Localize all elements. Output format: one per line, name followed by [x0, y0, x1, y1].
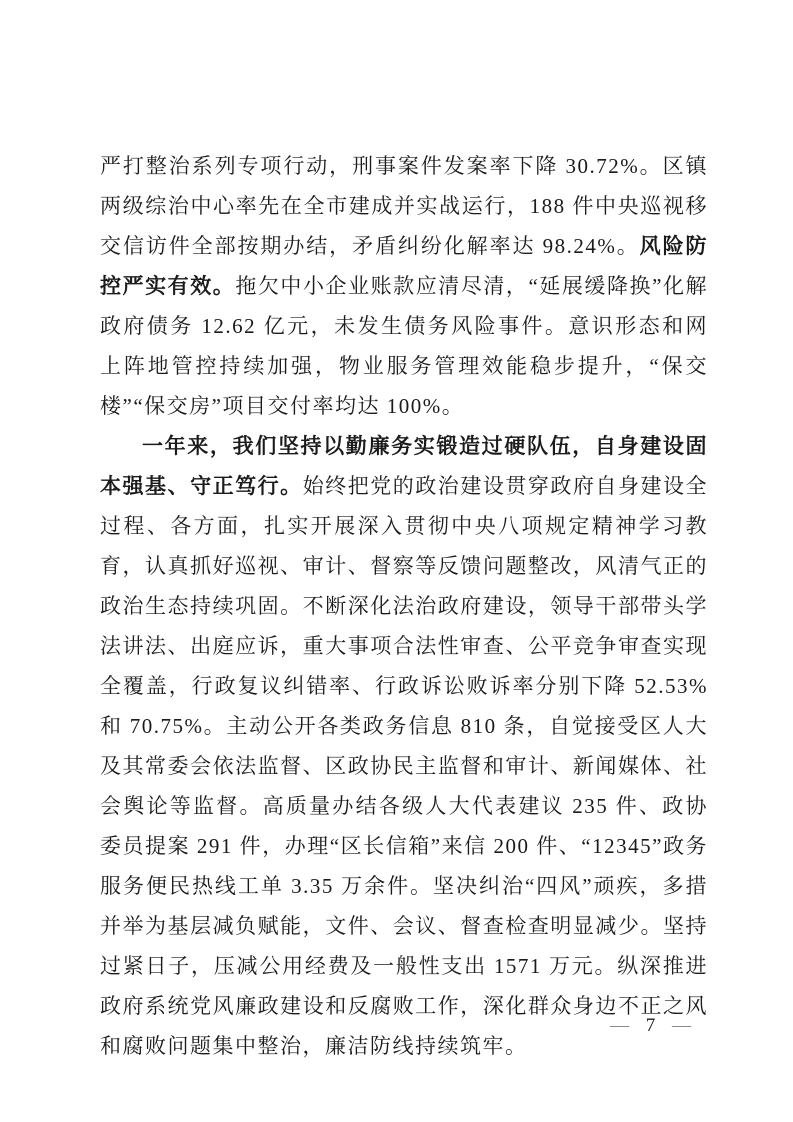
- paragraph: [100, 146, 708, 426]
- emphasis-text: 一年来，我们坚持以勤廉务实锻造过硬队伍，自身建设固本强基、守正笃行。: [100, 434, 708, 498]
- page-number-dash-right: —: [672, 1015, 693, 1036]
- page-number-dash-left: —: [610, 1015, 631, 1036]
- body-text: 始终把党的政治建设贯穿政府自身建设全过程、各方面，扎实开展深入贯彻中央八项规定精神学习教育，认真抓好巡视、审计、督察等反馈问题整改，风清气正的政治生态持续巩固。不断深化法治政府建设，领导干部带头学法讲法、出庭应诉，重大事项合法性审查、公平竞争审查实现全覆盖，行政复议纠错率、行政诉讼败诉率分别下降 52.53%和 70.75%。主动公开各类政务信息 810 条，自觉接受区人大及其常委会依法监督、区政协民主监督和审计、新闻媒体、社会舆论等监督。高质量办结各级人大代表建议 235 件、政协委员提案 291 件，办理“区长信箱”来信 200 件、“12345”政务服务便民热线工单 3.35 万余件。坚决纠治“四风”顽疾，多措并举为基层减负赋能，文件、会议、督查检查明显减少。坚持过紧日子，压减公用经费及一般性支出 1571 万元。纵深推进政府系统党风廉政建设和反腐败工作，深化群众身边不正之风和腐败问题集中整治，廉洁防线持续筑牢。: [100, 474, 709, 1058]
- body-text: 严打整治系列专项行动，刑事案件发案率下降 30.72%。区镇两级综治中心率先在全市建成并实战运行，188 件中央巡视移交信访件全部按期办结，矛盾纠纷化解率达 98.24%。: [100, 154, 708, 258]
- emphasis-text: 风险防控严实有效。: [100, 234, 709, 298]
- body-text: 拖欠中小企业账款应清尽清，“延展缓降换”化解政府债务 12.62 亿元，未发生债务风险事件。意识形态和网上阵地管控持续加强，物业服务管理效能稳步提升，“保交楼”“保交房”项目交付率均达 100%。: [100, 274, 709, 418]
- page-number: [606, 1012, 697, 1040]
- page-number-value: 7: [645, 1015, 658, 1036]
- text-block: [100, 146, 708, 1066]
- paragraph: [100, 426, 708, 1066]
